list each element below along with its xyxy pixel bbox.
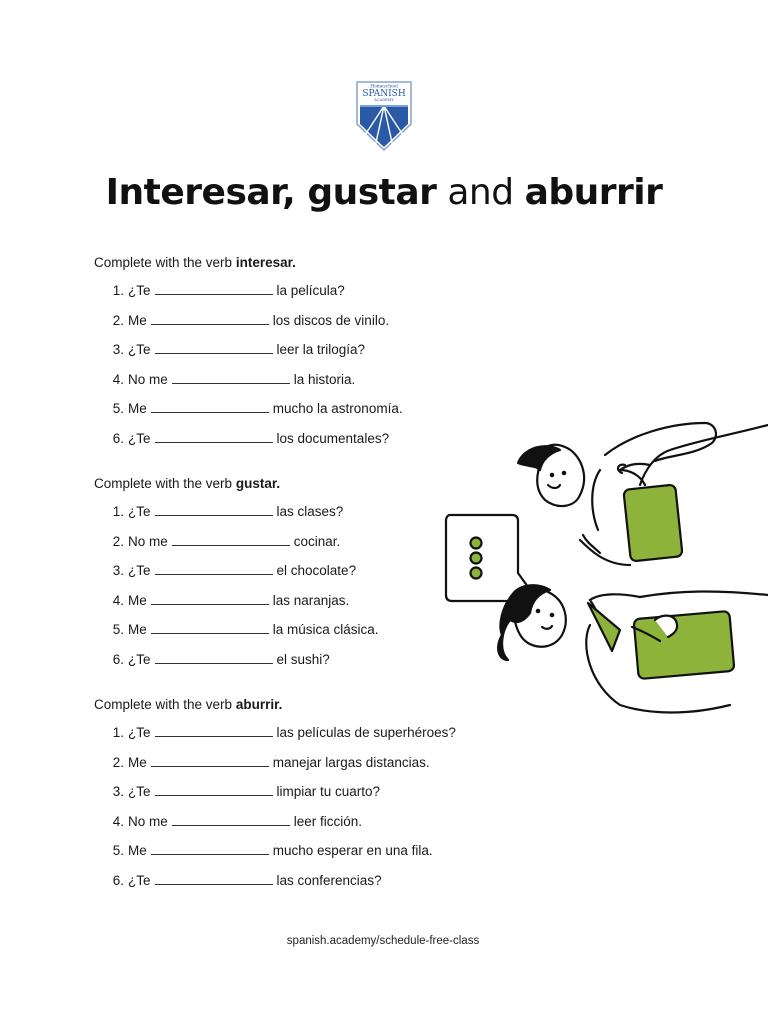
heading-verb: gustar. xyxy=(235,476,281,491)
item-number: 2. xyxy=(112,312,124,328)
item-suffix: limpiar tu cuarto? xyxy=(276,784,381,799)
page-title xyxy=(0,172,768,213)
item-number: 3. xyxy=(112,342,124,357)
item-number: 1. xyxy=(112,504,124,519)
section-heading xyxy=(94,474,379,494)
spanish-academy-logo xyxy=(355,80,413,152)
exercise-item xyxy=(94,807,456,837)
item-suffix: los discos de vinilo. xyxy=(272,312,390,328)
item-suffix: el chocolate? xyxy=(276,563,357,578)
section-heading xyxy=(94,253,403,273)
heading-prefix: Complete with the verb xyxy=(94,476,233,491)
item-suffix: el sushi? xyxy=(276,651,330,667)
exercise-item xyxy=(94,394,403,424)
item-suffix: leer ficción. xyxy=(293,813,363,829)
item-prefix: Me xyxy=(128,843,147,858)
title-part-2: and xyxy=(447,172,514,213)
item-suffix: las conferencias? xyxy=(276,872,382,888)
item-prefix: ¿Te xyxy=(128,872,151,888)
exercise-item xyxy=(94,777,456,807)
exercise-item xyxy=(94,836,456,866)
logo-sub-text: ACADEMY xyxy=(374,98,394,102)
exercise-item xyxy=(94,615,379,645)
exercise-item xyxy=(94,365,403,395)
item-prefix: Me xyxy=(128,401,147,416)
item-prefix: ¿Te xyxy=(128,283,151,298)
item-number: 2. xyxy=(112,533,124,549)
item-prefix: ¿Te xyxy=(128,430,151,446)
answer-blank[interactable] xyxy=(172,382,290,384)
item-suffix: cocinar. xyxy=(293,533,341,549)
exercise-item xyxy=(94,424,403,454)
exercise-item xyxy=(94,276,403,306)
logo-top-text: Homeschool xyxy=(370,84,398,90)
item-prefix: ¿Te xyxy=(128,651,151,667)
item-suffix: leer la trilogía? xyxy=(276,342,366,357)
answer-blank[interactable] xyxy=(155,573,273,575)
item-suffix: las naranjas. xyxy=(272,592,350,608)
answer-blank[interactable] xyxy=(151,632,269,634)
exercise-item xyxy=(94,586,379,616)
answer-blank[interactable] xyxy=(155,352,273,354)
item-suffix: mucho la astronomía. xyxy=(272,401,403,416)
answer-blank[interactable] xyxy=(155,441,273,443)
exercise-section-aburrir xyxy=(94,695,456,895)
heading-verb: aburrir. xyxy=(235,697,283,712)
exercise-section-interesar xyxy=(94,253,403,453)
heading-prefix: Complete with the verb xyxy=(94,255,233,270)
answer-blank[interactable] xyxy=(151,765,269,767)
answer-blank[interactable] xyxy=(172,824,290,826)
item-prefix: ¿Te xyxy=(128,504,151,519)
item-prefix: ¿Te xyxy=(128,342,151,357)
item-number: 4. xyxy=(112,813,124,829)
item-suffix: los documentales? xyxy=(276,430,390,446)
item-suffix: la música clásica. xyxy=(272,622,379,637)
item-number: 3. xyxy=(112,784,124,799)
answer-blank[interactable] xyxy=(155,662,273,664)
item-prefix: No me xyxy=(128,371,168,387)
item-number: 2. xyxy=(112,754,124,770)
item-prefix: Me xyxy=(128,312,147,328)
answer-blank[interactable] xyxy=(155,293,273,295)
item-prefix: Me xyxy=(128,754,147,770)
title-part-1: Interesar, gustar xyxy=(105,172,437,213)
section-heading xyxy=(94,695,456,715)
item-number: 3. xyxy=(112,563,124,578)
exercise-item xyxy=(94,866,456,896)
logo-brand-text: SPANISH xyxy=(362,89,406,99)
item-suffix: la historia. xyxy=(293,371,356,387)
item-number: 4. xyxy=(112,592,124,608)
answer-blank[interactable] xyxy=(155,794,273,796)
answer-blank[interactable] xyxy=(151,853,269,855)
item-prefix: ¿Te xyxy=(128,563,151,578)
item-number: 6. xyxy=(112,872,124,888)
item-prefix: Me xyxy=(128,622,147,637)
exercise-item xyxy=(94,335,403,365)
exercise-item xyxy=(94,556,379,586)
exercise-item xyxy=(94,748,456,778)
answer-blank[interactable] xyxy=(155,514,273,516)
title-part-3: aburrir xyxy=(524,172,663,213)
item-number: 1. xyxy=(112,283,124,298)
footer-url[interactable]: spanish.academy/schedule-free-class xyxy=(286,935,480,947)
item-suffix: mucho esperar en una fila. xyxy=(272,843,433,858)
answer-blank[interactable] xyxy=(172,544,290,546)
item-prefix: ¿Te xyxy=(128,784,151,799)
exercise-item xyxy=(94,497,379,527)
item-suffix: las clases? xyxy=(276,504,344,519)
exercise-item xyxy=(94,527,379,557)
exercise-item xyxy=(94,718,456,748)
answer-blank[interactable] xyxy=(151,411,269,413)
item-number: 4. xyxy=(112,371,124,387)
item-suffix: la película? xyxy=(276,283,345,298)
item-number: 1. xyxy=(112,725,124,740)
item-suffix: manejar largas distancias. xyxy=(272,754,430,770)
answer-blank[interactable] xyxy=(155,883,273,885)
item-number: 6. xyxy=(112,651,124,667)
item-number: 6. xyxy=(112,430,124,446)
item-number: 5. xyxy=(112,622,124,637)
two-people-with-tablets-illustration xyxy=(440,415,768,715)
exercise-item xyxy=(94,306,403,336)
item-suffix: las películas de superhéroes? xyxy=(276,725,456,740)
exercise-item xyxy=(94,645,379,675)
answer-blank[interactable] xyxy=(155,735,273,737)
heading-prefix: Complete with the verb xyxy=(94,697,233,712)
heading-verb: interesar. xyxy=(235,255,296,270)
item-prefix: ¿Te xyxy=(128,725,151,740)
item-number: 5. xyxy=(112,401,124,416)
item-prefix: No me xyxy=(128,533,168,549)
item-prefix: No me xyxy=(128,813,168,829)
item-number: 5. xyxy=(112,843,124,858)
answer-blank[interactable] xyxy=(151,603,269,605)
item-prefix: Me xyxy=(128,592,147,608)
answer-blank[interactable] xyxy=(151,323,269,325)
exercise-section-gustar xyxy=(94,474,379,674)
